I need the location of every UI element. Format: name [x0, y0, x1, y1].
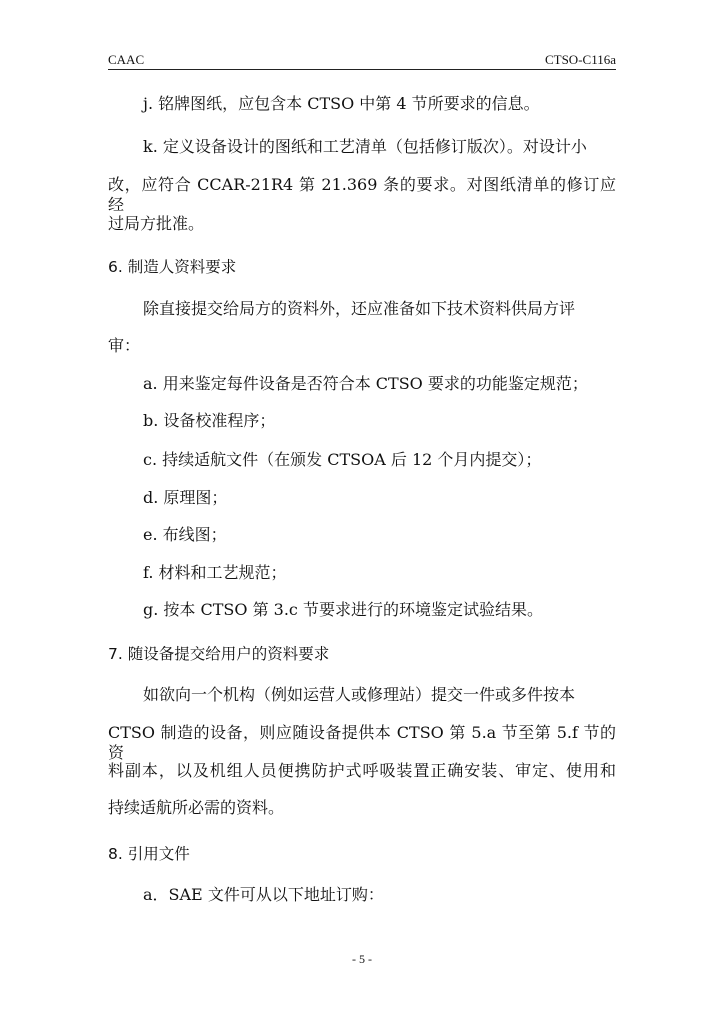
list-item-d: d. 原理图；	[143, 488, 228, 507]
paragraph-line: 改，应符合 CCAR-21R4 第 21.369 条的要求。对图纸清单的修订应经	[108, 175, 616, 214]
page-number: - 5 -	[352, 952, 372, 966]
list-item-e: e. 布线图；	[143, 525, 227, 544]
paragraph-line: 料副本，以及机组人员便携防护式呼吸装置正确安装、审定、使用和	[108, 761, 616, 780]
section-heading-7: 7. 随设备提交给用户的资料要求	[108, 645, 330, 663]
list-item-g: g. 按本 CTSO 第 3.c 节要求进行的环境鉴定试验结果。	[143, 600, 543, 619]
list-item-k: k. 定义设备设计的图纸和工艺清单（包括修订版次）。对设计小	[143, 137, 587, 156]
section-heading-6: 6. 制造人资料要求	[108, 258, 237, 276]
list-item-f: f. 材料和工艺规范；	[143, 563, 287, 582]
list-item-a-sae: a．SAE 文件可从以下地址订购：	[143, 885, 384, 904]
paragraph-line: 持续适航所必需的资料。	[108, 798, 285, 817]
section-heading-8: 8. 引用文件	[108, 845, 190, 863]
header-org: CAAC	[108, 52, 145, 67]
list-item-b: b. 设备校准程序；	[143, 411, 276, 430]
list-item-a: a. 用来鉴定每件设备是否符合本 CTSO 要求的功能鉴定规范；	[143, 374, 588, 393]
paragraph-line: 如欲向一个机构（例如运营人或修理站）提交一件或多件按本	[143, 685, 576, 704]
list-item-c: c. 持续适航文件（在颁发 CTSOA 后 12 个月内提交）；	[143, 450, 542, 469]
paragraph-line: CTSO 制造的设备，则应随设备提供本 CTSO 第 5.a 节至第 5.f 节的资	[108, 723, 616, 762]
paragraph-line: 除直接提交给局方的资料外，还应准备如下技术资料供局方评	[143, 299, 576, 318]
page-header	[108, 52, 616, 68]
paragraph-line: 过局方批准。	[108, 214, 205, 233]
list-item-j: j. 铭牌图纸，应包含本 CTSO 中第 4 节所要求的信息。	[143, 94, 540, 113]
header-rule	[108, 69, 616, 70]
paragraph-line: 审：	[108, 336, 141, 355]
header-doc-id: CTSO-C116a	[544, 52, 616, 67]
